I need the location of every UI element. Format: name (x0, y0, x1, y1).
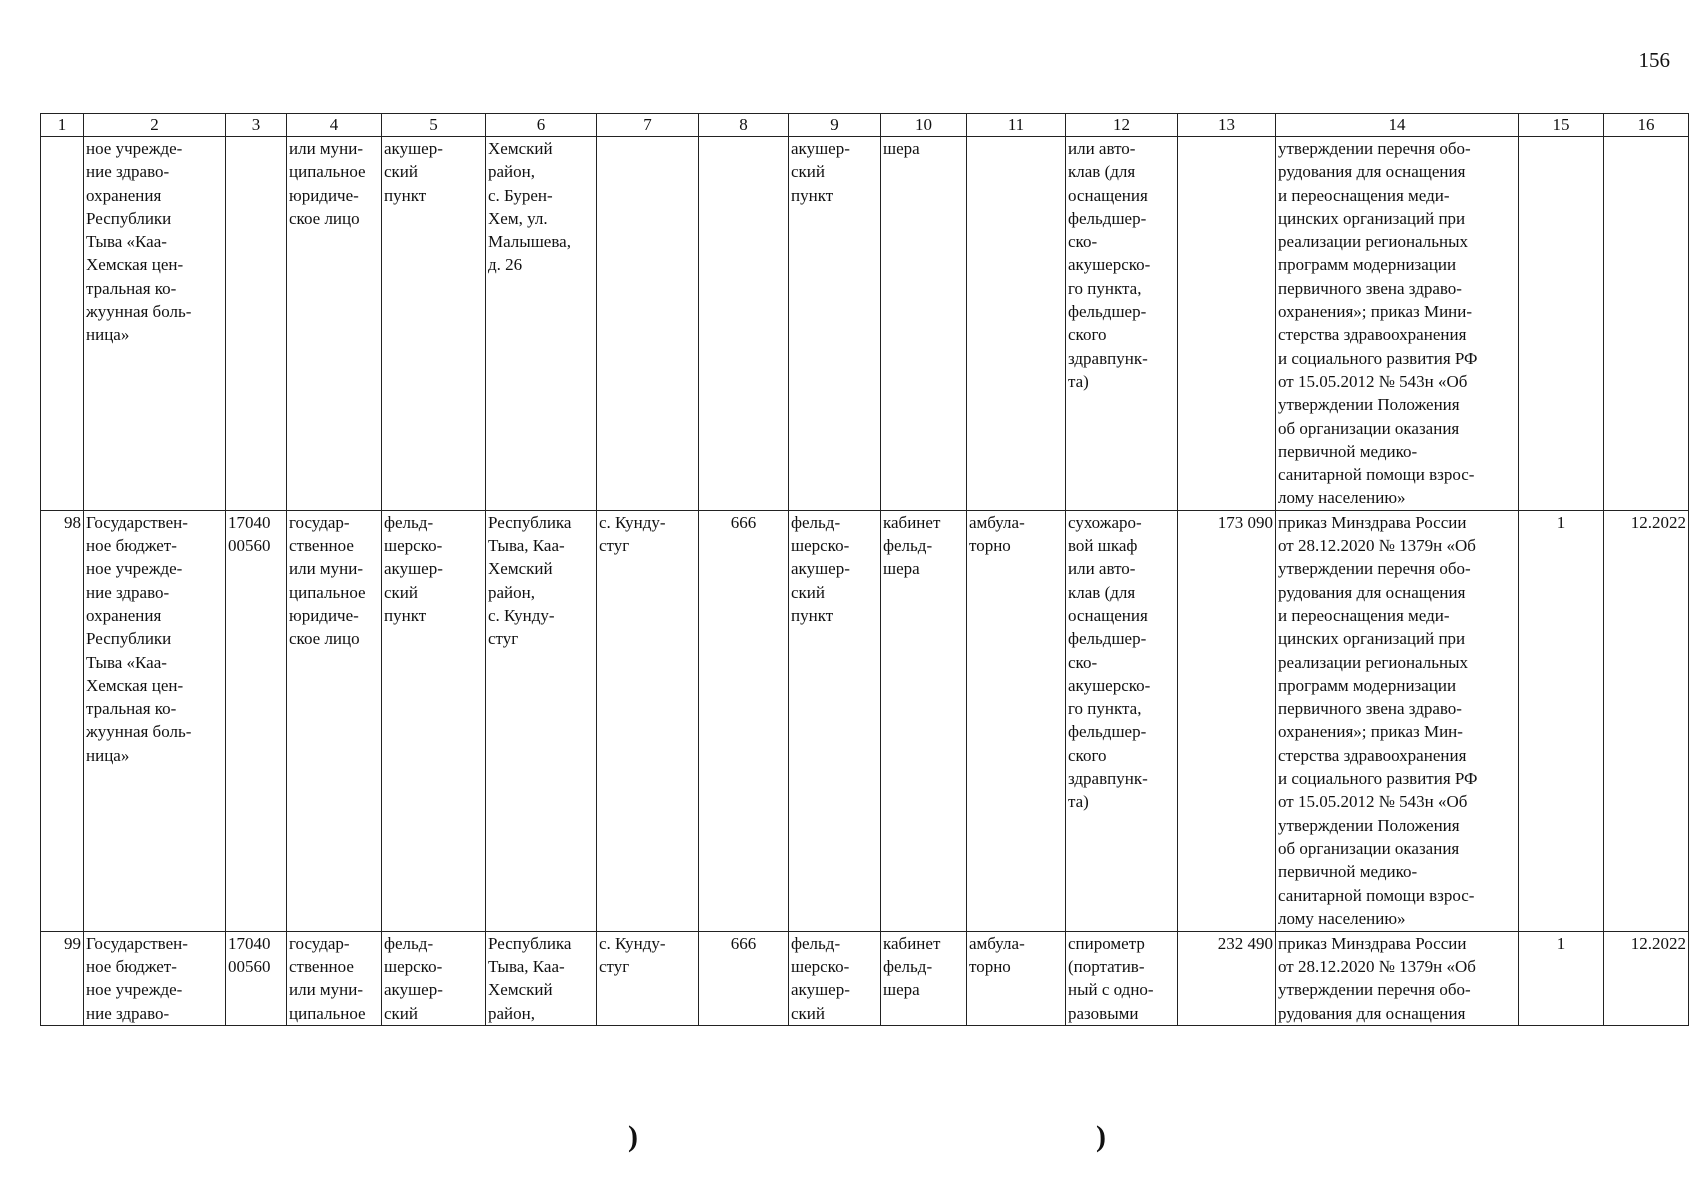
col-header-12: 12 (1066, 114, 1178, 137)
col-header-7: 7 (597, 114, 699, 137)
cell-legal-form: государ- ственное или муни- ципальное юридиче- ское лицо (287, 510, 382, 931)
scan-mark-left: ) (628, 1120, 638, 1153)
cell-organization: ное учрежде- ние здраво- охранения Республики Тыва «Каа- Хемская цен- тральная ко- жуунная боль- ница» (84, 137, 226, 511)
cell-unit-type: акушер- ский пункт (382, 137, 486, 511)
cell-deadline: 12.2022 (1604, 510, 1689, 931)
cell-care-form: амбула- торно (967, 510, 1066, 931)
cell-cost (1178, 137, 1276, 511)
cell-legal-basis: приказ Минздрава России от 28.12.2020 № 1379н «Об утверждении перечня обо- рудования для оснащения (1276, 931, 1519, 1025)
cell-unit-type: фельд- шерско- акушер- ский пункт (382, 510, 486, 931)
cell-locality: с. Кунду- стуг (597, 931, 699, 1025)
cell-care-form: амбула- торно (967, 931, 1066, 1025)
cell-population (699, 137, 789, 511)
cell-address: Республика Тыва, Каа- Хемский район, с. Кунду- стуг (486, 510, 597, 931)
cell-legal-form: государ- ственное или муни- ципальное (287, 931, 382, 1025)
cell-unit-type: фельд- шерско- акушер- ский (382, 931, 486, 1025)
cell-locality (597, 137, 699, 511)
cell-cost: 232 490 (1178, 931, 1276, 1025)
header-row (41, 114, 1689, 137)
cell-address: Хемский район, с. Бурен- Хем, ул. Малышева, д. 26 (486, 137, 597, 511)
cell-code: 17040 00560 (226, 931, 287, 1025)
cell-equipment: спирометр (портатив- ный с одно- разовыми (1066, 931, 1178, 1025)
col-header-1: 1 (41, 114, 84, 137)
col-header-16: 16 (1604, 114, 1689, 137)
col-header-5: 5 (382, 114, 486, 137)
cell-population: 666 (699, 931, 789, 1025)
col-header-3: 3 (226, 114, 287, 137)
table-row (41, 137, 1689, 511)
cell-cost: 173 090 (1178, 510, 1276, 931)
col-header-15: 15 (1519, 114, 1604, 137)
cell-address: Республика Тыва, Каа- Хемский район, (486, 931, 597, 1025)
cell-code: 17040 00560 (226, 510, 287, 931)
cell-row-number (41, 137, 84, 511)
cell-equipment: или авто- клав (для оснащения фельдшер- ско- акушерско- го пункта, фельдшер- ского здравпунк- та) (1066, 137, 1178, 511)
cell-quantity: 1 (1519, 510, 1604, 931)
cell-subdivision: фельд- шерско- акушер- ский (789, 931, 881, 1025)
col-header-11: 11 (967, 114, 1066, 137)
cell-locality: с. Кунду- стуг (597, 510, 699, 931)
cell-organization: Государствен- ное бюджет- ное учрежде- ние здраво- охранения Республики Тыва «Каа- Хемская цен- тральная ко- жуунная боль- ница» (84, 510, 226, 931)
cell-legal-basis: приказ Минздрава России от 28.12.2020 № 1379н «Об утверждении перечня обо- рудования для оснащения и переоснащения меди- цинских организаций при реализации региональных программ модернизации первичного звена здраво- охранения»; приказ Мин- стерства здравоохранения и социального развития РФ от 15.05.2012 № 543н «Об утверждении Положения об организации оказания первичной медико- санитарной помощи взрос- лому населению» (1276, 510, 1519, 931)
cell-cabinet: кабинет фельд- шера (881, 510, 967, 931)
cell-code (226, 137, 287, 511)
cell-deadline: 12.2022 (1604, 931, 1689, 1025)
cell-cabinet: шера (881, 137, 967, 511)
cell-row-number: 98 (41, 510, 84, 931)
cell-quantity: 1 (1519, 931, 1604, 1025)
cell-deadline (1604, 137, 1689, 511)
cell-population: 666 (699, 510, 789, 931)
table-row (41, 931, 1689, 1025)
cell-quantity (1519, 137, 1604, 511)
cell-care-form (967, 137, 1066, 511)
col-header-13: 13 (1178, 114, 1276, 137)
col-header-6: 6 (486, 114, 597, 137)
col-header-2: 2 (84, 114, 226, 137)
scan-mark-right: ) (1096, 1120, 1106, 1153)
cell-legal-form: или муни- ципальное юридиче- ское лицо (287, 137, 382, 511)
cell-row-number: 99 (41, 931, 84, 1025)
cell-subdivision: фельд- шерско- акушер- ский пункт (789, 510, 881, 931)
cell-organization: Государствен- ное бюджет- ное учрежде- ние здраво- (84, 931, 226, 1025)
col-header-9: 9 (789, 114, 881, 137)
cell-legal-basis: утверждении перечня обо- рудования для оснащения и переоснащения меди- цинских организаций при реализации региональных программ модернизации первичного звена здраво- охранения»; приказ Мини- стерства здравоохранения и социального развития РФ от 15.05.2012 № 543н «Об утверждении Положения об организации оказания первичной медико- санитарной помощи взрос- лому населению» (1276, 137, 1519, 511)
data-table (40, 113, 1689, 1026)
cell-subdivision: акушер- ский пункт (789, 137, 881, 511)
cell-equipment: сухожаро- вой шкаф или авто- клав (для оснащения фельдшер- ско- акушерско- го пункта, фельдшер- ского здравпунк- та) (1066, 510, 1178, 931)
cell-cabinet: кабинет фельд- шера (881, 931, 967, 1025)
page-number: 156 (1638, 48, 1670, 72)
col-header-14: 14 (1276, 114, 1519, 137)
col-header-4: 4 (287, 114, 382, 137)
table-row (41, 510, 1689, 931)
col-header-8: 8 (699, 114, 789, 137)
col-header-10: 10 (881, 114, 967, 137)
